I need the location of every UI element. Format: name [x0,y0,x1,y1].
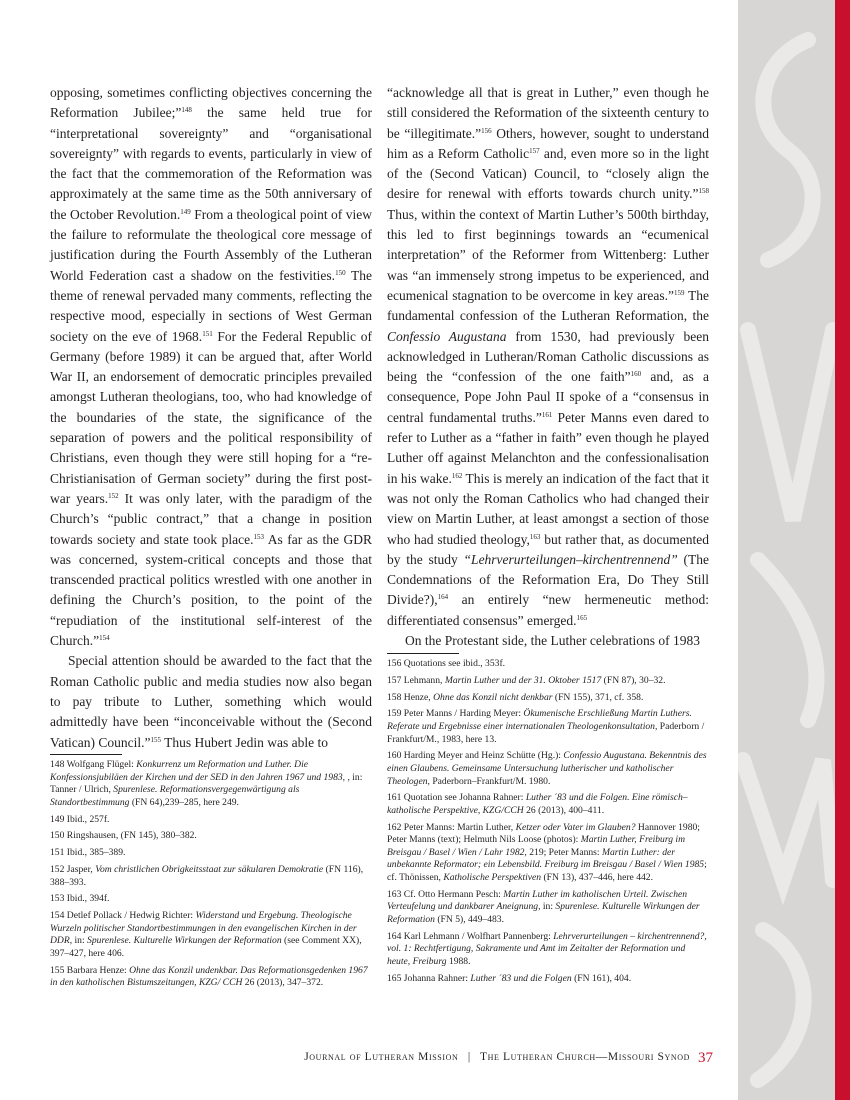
footnote-rule [387,653,459,654]
footnote: 148 Wolfgang Flügel: Konkurrenz um Reformation und Luther. Die Konfessionsjubiläen der Kirchen und der SED in den Jahren 1967 und 1983, , in: Tanner / Ulrich, Spurenlese. Reformationsvergegenwärtigung als Standortbestimmung (FN 64),239–285, here 249. [50,759,363,808]
paragraph: Special attention should be awarded to the fact that the Roman Catholic public and media studies now also began to pay tribute to Luther, something which would admittedly have been “inconceivable without the (Second Vatican) Council.”$^{155}$ Thus Hubert Jedin was able to [50,653,372,750]
footnote: 154 Detlef Pollack / Hedwig Richter: Widerstand und Ergebung. Theologische Wurzeln politischer Standortbestimmungen in den evangelischen Kirchen in der DDR, in: Spurenlese. Kulturelle Wirkungen der Reformation (see Comment XX), 397–427, here 406. [50,910,362,959]
footnote: 157 Lehmann, Martin Luther und der 31. Oktober 1517 (FN 87), 30–32. [387,674,666,686]
watermark-letters-icon [738,0,835,1100]
footer-separator: | [467,1051,471,1063]
footnote: 160 Harding Meyer and Heinz Schütte (Hg.): Confessio Augustana. Bekenntnis des einen Glaubens. Gemeinsame Untersuchung lutherischer und katholischer Theologen, Paderborn–Frankfurt/M. 1980. [387,750,707,787]
footnote-rule [50,754,122,755]
running-footer [0,1051,690,1063]
paragraph: “acknowledge all that is great in Luther,” even though he still considered the Reformation of the sixteenth century to be “illegitimate.”$^{156}$ Others, however, sought to understand him as a Reform Catholic$^{157}$ and, even more so in the light of the (Second Vatican) Council, to “closely align the desire for renewal with efforts towards church unity.”$^{158}$ Thus, within the context of Martin Luther’s 500th birthday, this led to first beginnings towards an “ecumenical interpretation” of the Reformer from Wittenberg: Luther was “an immensely strong impetus to be experienced, and ecumenical stagnation to be overcome in key areas.”$^{159}$ The fundamental confession of the Lutheran Reformation, the Confessio Augustana from 1530, had previously been acknowledged in Lutheran/Roman Catholic discussions as being the “confession of the one faith”$^{160}$ and, as a consequence, Pope John Paul II spoke of a “consensus in central fundamental truths.”$^{161}$ Peter Manns even dared to refer to Luther as a “father in faith” even though he played Luther off against Melanchton and the confessionalisation in his wake.$^{162}$ This is merely an indication of the fact that it was not only the Roman Catholics who had changed their view on Martin Luther, at least amongst a section of those who had studied theology,$^{163}$ but rather that, as documented by the study “Lehrverurteilungen–kirchentrennend” (The Condemnations of the Reformation Era, Do They Still Divide?),$^{164}$ an entirely “new hermeneutic method: differentiated consensus” emerged.$^{165}$ [387,85,710,628]
accent-red-bar [835,0,850,1100]
journal-title: Journal of Lutheran Mission [304,1051,459,1063]
footnote: 163 Cf. Otto Hermann Pesch: Martin Luther im katholischen Urteil. Zwischen Verteufelung und dankbarer Aneignung, in: Spurenlese. Kulturelle Wirkungen der Reformation (FN 5), 449–483. [387,888,700,925]
footnote: 162 Peter Manns: Martin Luther, Ketzer oder Vater im Glauben? Hannover 1980; Peter Manns (text); Helmuth Nils Loose (photos): Martin Luther, Freiburg im Breisgau / Basel / Wien / Lahr 1982, 219; Peter Manns: Martin Luther: der unbekannte Reformator; ein Lebensbild. Freiburg im Breisgau / Basel / Wien 1985; cf. Thönissen, Katholische Perspektiven (FN 13), 437–446, here 442. [387,821,707,884]
footnote: 151 Ibid., 385–389. [50,847,126,859]
paragraph: opposing, sometimes conflicting objectives concerning the Reformation Jubilee;”$^{148}$ the same held true for “interpretational sovereignty” and “organisational sovereignty” with regards to events, particularly in view of the fact that the commemoration of the Reformation was approximately at the same time as the 50th anniversary of the October Revolution.$^{149}$ From a theological point of view the failure to reformulate the theological core message of justification during the Fourth Assembly of the Lutheran World Federation cast a shadow on the festivities.$^{150}$ The theme of renewal pervaded many comments, reflecting the respective mood, especially in sections of West German society on the eve of 1968.$^{151}$ For the Federal Republic of Germany (before 1989) it can be argued that, after World War II, an endorsement of democratic principles prevailed amongst Lutheran theologians, too, who had knowledge of the boundaries of the state, the significance of the separation of powers and the political responsibility of Christians, even though they were still hoping for a “re-Christianisation of German society” during the first post-war years.$^{152}$ It was only later, with the paradigm of the Church’s “public contract,” that a change in position towards society and state took place.$^{153}$ As far as the GDR was concerned, system-critical concepts and those that transcended practical politics wrestled with one another in defining the Church’s position, to the point of the “repudiation of the institutional self-interest of the Church.”$^{154}$ [50,85,373,649]
footnotes-right [387,653,709,990]
footnote: 152 Jasper, Vom christlichen Obrigkeitsstaat zur säkularen Demokratie (FN 116), 388–393. [50,863,364,888]
publisher-name: The Lutheran Church—Missouri Synod [480,1051,690,1063]
footnote: 164 Karl Lehmann / Wolfhart Pannenberg: Lehrverurteilungen – kirchentrennend?, vol. 1: Rechtfertigung, Sakramente und Amt im Zeitalter der Reformation und heute, Freiburg 1988. [387,930,707,967]
footnote: 149 Ibid., 257f. [50,813,110,825]
page-number: 37 [698,1050,713,1066]
body-column-right [387,83,709,651]
decorative-sidebar [738,0,835,1100]
footnote: 150 Ringshausen, (FN 145), 380–382. [50,830,197,842]
body-column-left [50,83,372,753]
footnote: 156 Quotations see ibid., 353f. [387,658,506,669]
footnote: 153 Ibid., 394f. [50,893,110,905]
footnote: 165 Johanna Rahner: Luther ´83 und die Folgen (FN 161), 404. [387,972,632,984]
footnote: 155 Barbara Henze: Ohne das Konzil undenkbar. Das Reformationsgedenken 1967 in den katholischen Bistumszeitungen, KZG/ CCH 26 (2013), 347–372. [50,964,368,989]
footnote: 159 Peter Manns / Harding Meyer: Ökumenische Erschließung Martin Luthers. Referate und Ergebnisse einer internationalen Theologenkonsultation, Paderborn / Frankfurt/M., 1983, here 13. [387,708,705,745]
footnotes-left [50,754,372,994]
footnote: 158 Henze, Ohne das Konzil nicht denkbar (FN 155), 371, cf. 358. [387,691,644,703]
paragraph: On the Protestant side, the Luther celebrations of 1983 [405,633,701,649]
footnote: 161 Quotation see Johanna Rahner: Luther ´83 und die Folgen. Eine römisch–katholische Perspektive, KZG/CCH 26 (2013), 400–411. [387,792,688,816]
